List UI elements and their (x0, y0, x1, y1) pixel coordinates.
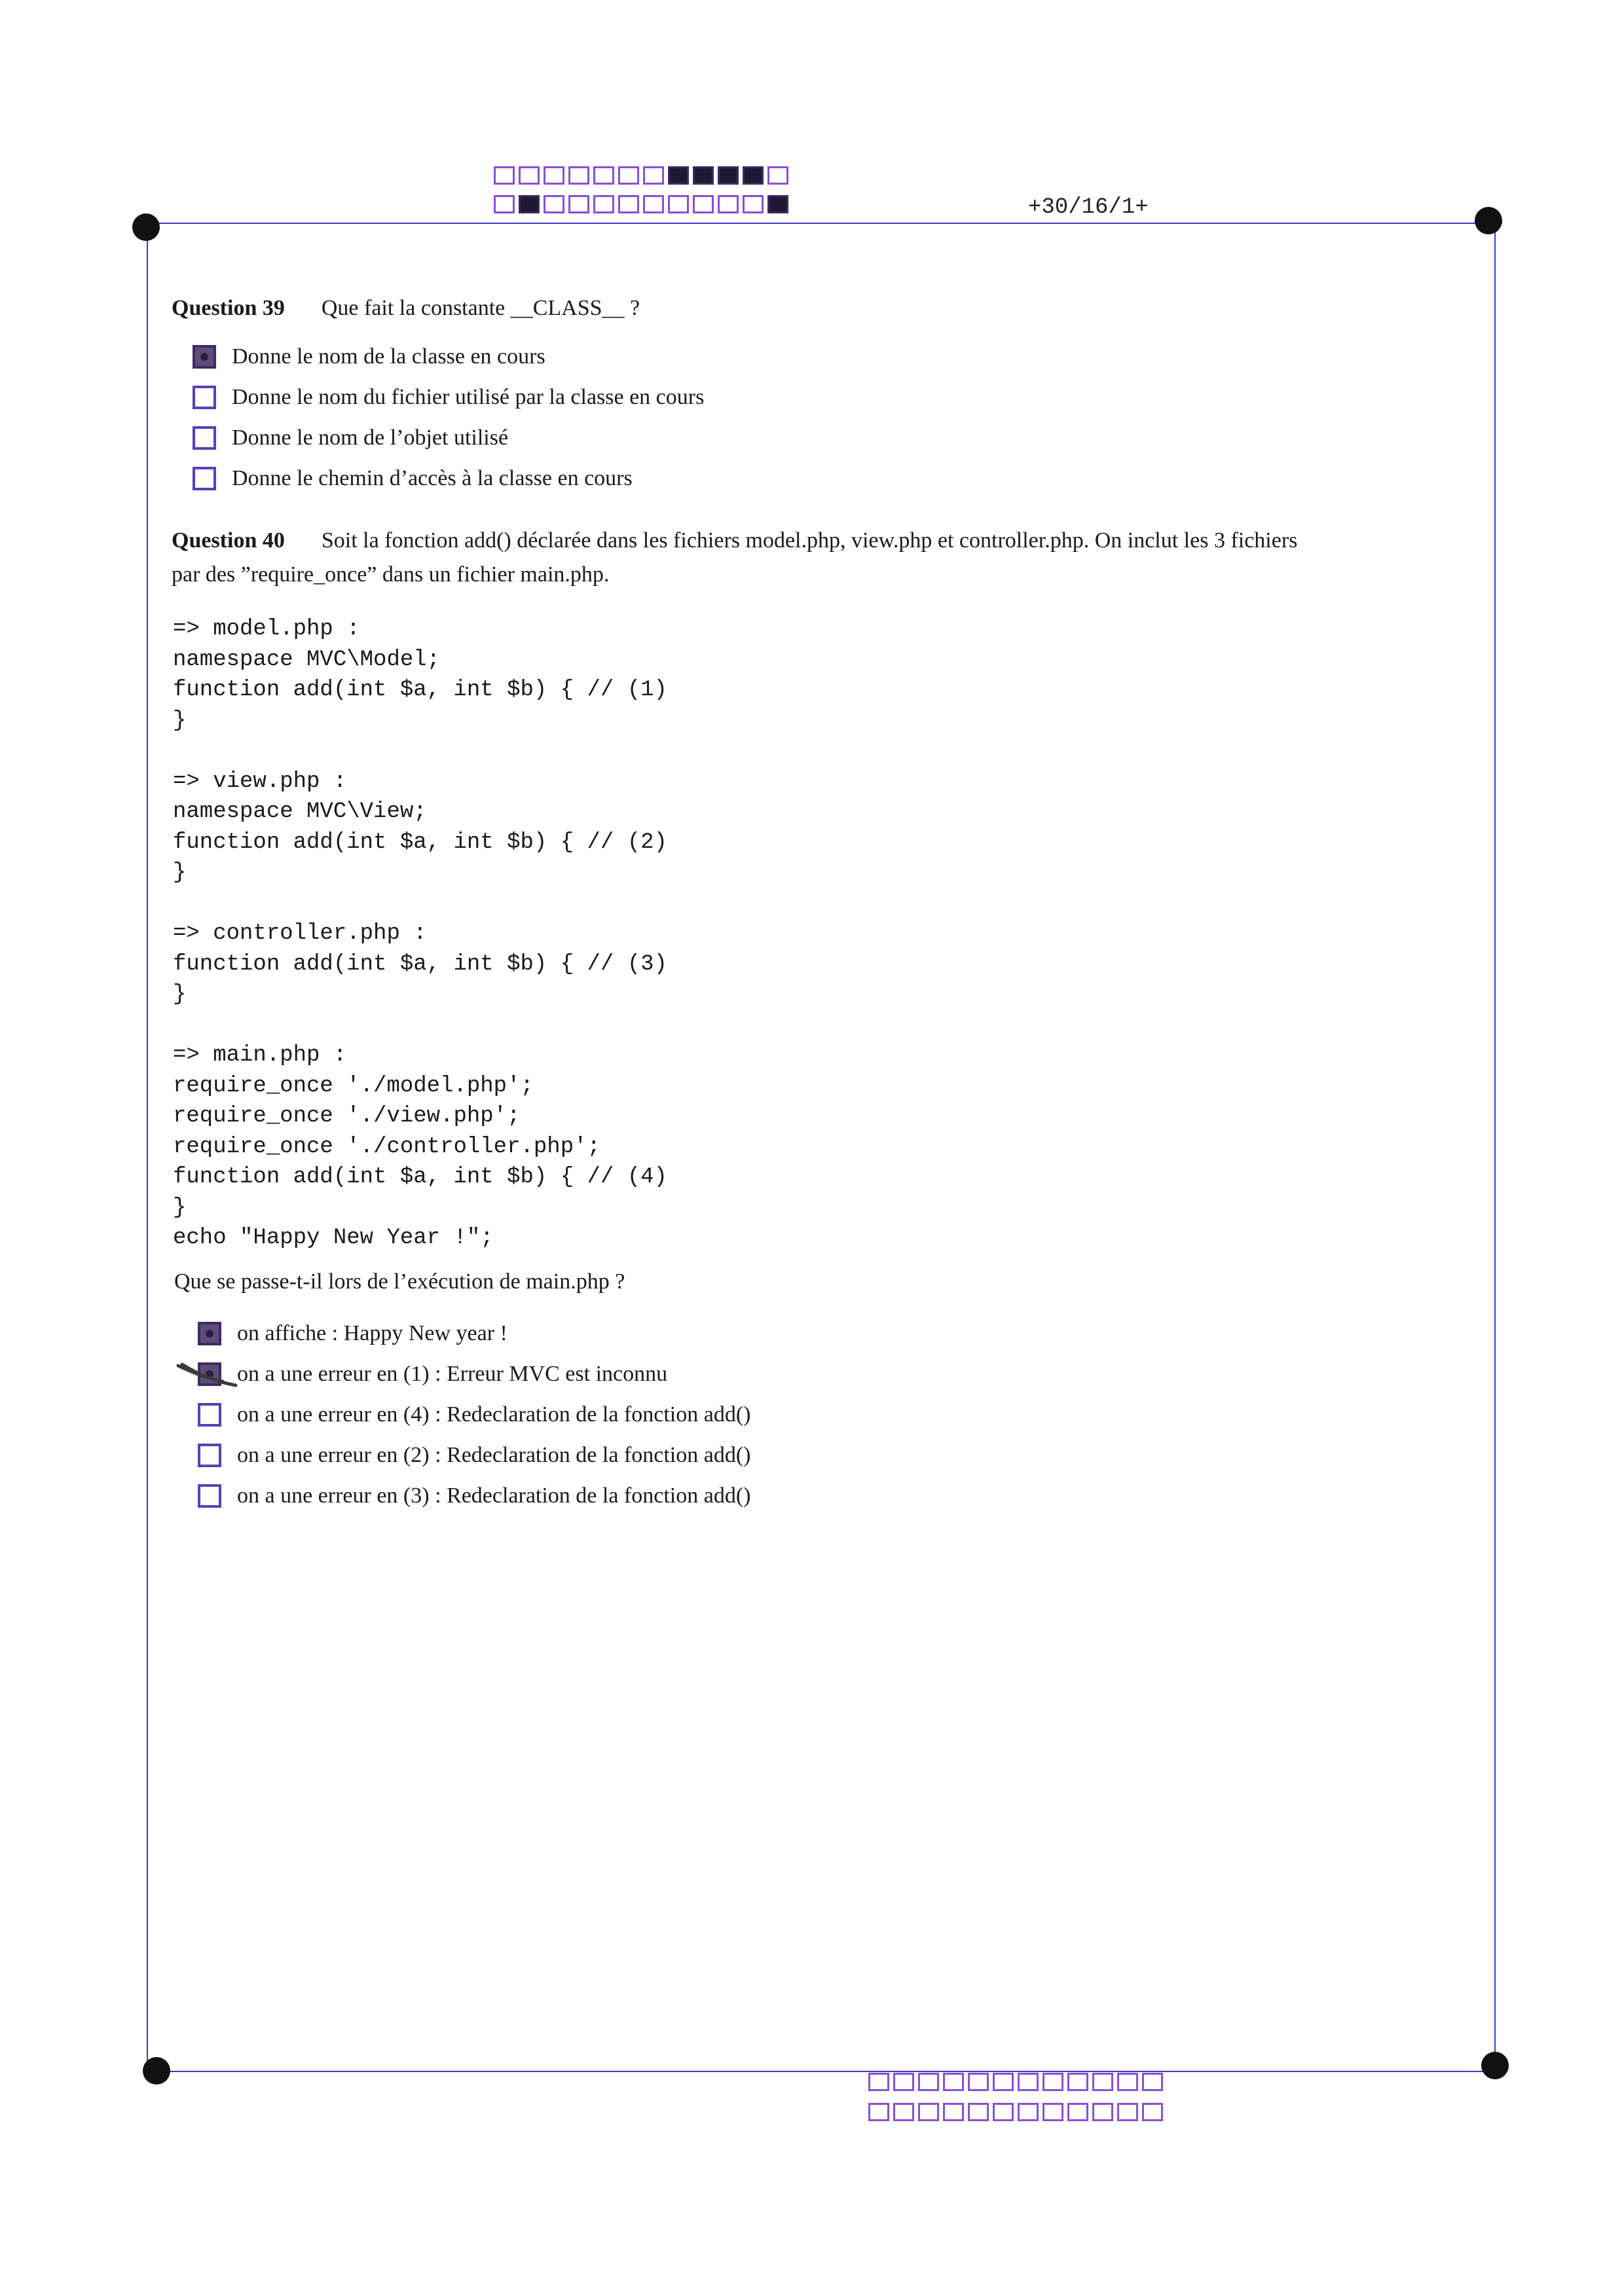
code-cell-filled (767, 195, 788, 213)
question-40-prompt: Que se passe-t-il lors de l’exécution de main.php ? (174, 1269, 625, 1294)
answer-choice[interactable] (193, 385, 704, 410)
code-line: } (173, 860, 187, 885)
header-code-row-2 (494, 195, 788, 213)
answer-choice[interactable] (193, 344, 545, 369)
footer-code-row-1 (868, 2073, 1163, 2091)
page-id: +30/16/1+ (1028, 195, 1149, 220)
code-cell (519, 166, 540, 185)
frame-bottom-line (155, 2071, 1504, 2072)
code-cell-filled (668, 166, 689, 185)
code-cell (1018, 2073, 1039, 2091)
code-listing (173, 614, 667, 1254)
code-cell (868, 2073, 889, 2091)
question-40-heading (172, 524, 1475, 592)
answer-label: on a une erreur en (4) : Redeclaration de la fonction add() (237, 1402, 751, 1427)
pen-scribble-mark (175, 1362, 254, 1388)
code-cell (693, 195, 714, 213)
code-line: namespace MVC\View; (173, 799, 427, 824)
code-cell (568, 195, 589, 213)
answer-checkbox[interactable] (198, 1484, 221, 1508)
frame-top-line (145, 223, 1502, 224)
code-line: require_once './model.php'; (173, 1073, 534, 1099)
code-cell-filled (693, 166, 714, 185)
question-text-line-2: par des ”require_once” dans un fichier main.php. (172, 562, 610, 587)
answer-choice[interactable] (198, 1402, 750, 1427)
frame-right-line (1494, 229, 1496, 2070)
code-line: echo "Happy New Year !"; (173, 1226, 494, 1250)
code-cell (593, 195, 614, 213)
code-cell (643, 195, 664, 213)
code-line: } (173, 708, 187, 733)
code-line (173, 736, 667, 767)
code-cell (943, 2073, 964, 2091)
code-cell (1043, 2073, 1063, 2091)
code-line: } (173, 982, 187, 1007)
code-line: => model.php : (173, 617, 360, 642)
code-cell (668, 195, 689, 213)
question-text: Que fait la constante __CLASS__ ? (321, 296, 640, 320)
answer-label: on a une erreur en (3) : Redeclaration de la fonction add() (237, 1484, 751, 1508)
header-code-row-1 (494, 166, 788, 185)
code-cell (767, 166, 788, 185)
code-cell (993, 2073, 1014, 2091)
answer-checkbox-checked[interactable] (193, 345, 216, 369)
code-cell (544, 195, 564, 213)
code-line: require_once './controller.php'; (173, 1134, 600, 1159)
code-cell (544, 166, 564, 185)
answer-checkbox[interactable] (193, 386, 216, 409)
code-cell (968, 2073, 989, 2091)
code-line: => controller.php : (173, 921, 427, 946)
answer-checkbox[interactable] (193, 467, 216, 490)
registration-mark-bottom-left (143, 2057, 170, 2085)
code-line: function add(int $a, int $b) { // (4) (173, 1165, 667, 1190)
registration-mark-bottom-right (1481, 2052, 1509, 2079)
code-cell (718, 195, 739, 213)
answer-checkbox[interactable] (193, 426, 216, 450)
answer-label: Donne le nom de la classe en cours (232, 344, 545, 369)
code-cell (1018, 2103, 1039, 2121)
code-cell (494, 195, 515, 213)
code-line: namespace MVC\Model; (173, 647, 441, 672)
code-line: => view.php : (173, 769, 347, 794)
code-line: function add(int $a, int $b) { // (2) (173, 829, 667, 855)
code-line: => main.php : (173, 1043, 347, 1068)
code-cell (918, 2073, 939, 2091)
answer-choice[interactable] (198, 1484, 750, 1508)
code-cell (968, 2103, 989, 2121)
code-cell (1117, 2103, 1138, 2121)
code-cell (568, 166, 589, 185)
registration-mark-top-right (1475, 207, 1502, 234)
answer-label: Donne le nom de l’objet utilisé (232, 426, 509, 450)
code-line (173, 888, 667, 919)
question-number: Question 40 (172, 528, 285, 553)
code-cell-filled (718, 166, 739, 185)
registration-mark-top-left (132, 213, 160, 241)
code-line: } (173, 1195, 187, 1220)
answer-label: on affiche : Happy New year ! (237, 1321, 507, 1345)
answer-checkbox-checked[interactable] (198, 1322, 221, 1345)
answer-label: on a une erreur en (1) : Erreur MVC est inconnu (237, 1362, 668, 1386)
code-line: function add(int $a, int $b) { // (1) (173, 678, 667, 702)
code-cell (643, 166, 664, 185)
code-cell (494, 166, 515, 185)
code-cell (1142, 2103, 1163, 2121)
code-cell (1043, 2103, 1063, 2121)
answer-checkbox[interactable] (198, 1403, 221, 1427)
code-cell (1142, 2073, 1163, 2091)
answer-choice[interactable] (193, 466, 633, 491)
code-cell (893, 2103, 914, 2121)
code-cell (618, 195, 639, 213)
code-cell (1117, 2073, 1138, 2091)
code-cell (893, 2073, 914, 2091)
code-line (173, 1010, 667, 1041)
frame-left-line (147, 229, 148, 2070)
code-cell (1092, 2073, 1113, 2091)
code-cell (868, 2103, 889, 2121)
answer-choice[interactable] (198, 1443, 750, 1468)
footer-code-row-2 (868, 2103, 1163, 2121)
code-cell (918, 2103, 939, 2121)
code-cell (743, 195, 764, 213)
answer-choice[interactable] (193, 426, 508, 450)
answer-label: on a une erreur en (2) : Redeclaration de la fonction add() (237, 1443, 751, 1467)
code-cell (993, 2103, 1014, 2121)
code-cell (943, 2103, 964, 2121)
answer-choice[interactable] (198, 1362, 667, 1387)
code-cell (1067, 2103, 1088, 2121)
answer-label: Donne le nom du fichier utilisé par la classe en cours (232, 385, 705, 409)
code-cell-filled (519, 195, 540, 213)
code-line: require_once './view.php'; (173, 1104, 521, 1129)
code-cell (1067, 2073, 1088, 2091)
answer-checkbox[interactable] (198, 1444, 221, 1467)
code-cell (1092, 2103, 1113, 2121)
code-cell (618, 166, 639, 185)
answer-choice[interactable] (198, 1321, 507, 1346)
code-cell-filled (743, 166, 764, 185)
code-line: function add(int $a, int $b) { // (3) (173, 951, 667, 977)
question-number: Question 39 (172, 296, 285, 320)
code-cell (593, 166, 614, 185)
question-39-heading (172, 296, 640, 321)
answer-label: Donne le chemin d’accès à la classe en cours (232, 466, 633, 490)
question-text-line-1: Soit la fonction add() déclarée dans les fichiers model.php, view.php et controller.php. On inclut les 3 fichiers (321, 528, 1298, 553)
